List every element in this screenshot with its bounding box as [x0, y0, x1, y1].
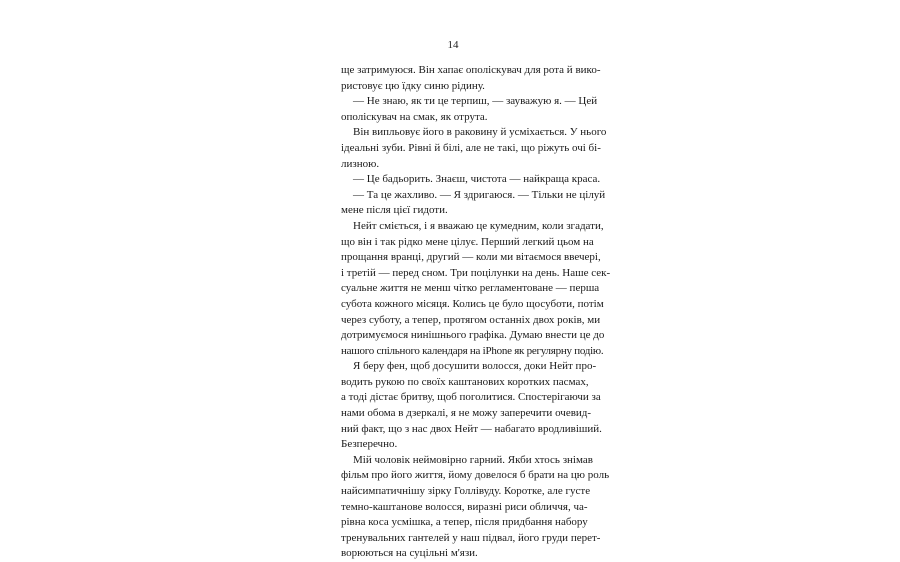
text-line: мене після цієї гидоти. — [341, 204, 448, 217]
text-line: темно-каштанове волосся, виразні риси обличчя, ча- — [341, 500, 588, 513]
text-line: Нейт сміється, і я вважаю це кумедним, коли згадати, — [353, 219, 604, 232]
text-line: Безперечно. — [341, 438, 398, 451]
text-line: а тоді дістає бритву, щоб поголитися. Спостерігаючи за — [341, 391, 601, 404]
text-line: Я беру фен, щоб досушити волосся, доки Нейт про- — [353, 360, 597, 373]
text-line: суальне життя не менш чітко регламентоване — перша — [341, 282, 600, 295]
text-line: найсимпатичнішу зірку Голлівуду. Коротке, але густе — [341, 485, 591, 498]
text-line: ідеальні зуби. Рівні й білі, але не такі, що ріжуть очі бі- — [341, 141, 601, 154]
text-line: нашого спільного календаря на iPhone як регулярну подію. — [341, 344, 604, 357]
text-line: лизною. — [341, 157, 380, 170]
text-line: ний факт, що з нас двох Нейт — набагато вродливіший. — [341, 422, 602, 435]
text-line: ристовує цю їдку синю рідину. — [341, 79, 485, 92]
text-line: через суботу, а тепер, протягом останніх двох років, ми — [341, 313, 601, 326]
text-line: — Та це жахливо. — Я здригаюся. — Тільки не цілуй — [353, 188, 606, 201]
text-line: субота кожного місяця. Колись це було щосуботи, потім — [341, 297, 604, 310]
text-line: фільм про його життя, йому довелося б брати на цю роль — [341, 469, 610, 482]
page-number: 14 — [447, 39, 459, 51]
text-line: — Це бадьорить. Знаєш, чистота — найкраща краса. — [353, 173, 601, 186]
text-line: рівна коса усмішка, а тепер, після придбання набору — [341, 516, 588, 529]
text-line: водить рукою по своїх каштанових коротких пасмах, — [341, 375, 589, 388]
text-line: що він і так рідко мене цілує. Перший легкий цьом на — [341, 235, 594, 248]
body-text — [341, 63, 611, 562]
text-line: прощання вранці, другий — коли ми вітаємося ввечері, — [341, 251, 601, 264]
text-line: — Не знаю, як ти це терпиш, — зауважую я. — Цей — [353, 95, 598, 108]
text-line: дотримуємося нинішнього графіка. Думаю внести це до — [341, 329, 605, 342]
text-line: і третій — перед сном. Три поцілунки на день. Наше сек- — [341, 266, 611, 279]
text-line: Він випльовує його в раковину й усміхається. У нього — [353, 126, 607, 139]
text-line: нами обома в дзеркалі, я не можу заперечити очевид- — [341, 407, 592, 420]
text-line: ворюються на суцільні м'язи. — [341, 547, 478, 560]
text-line: ще затримуюся. Він хапає ополіскувач для рота й вико- — [341, 64, 601, 76]
text-line: ополіскувач на смак, як отрута. — [341, 110, 488, 123]
text-line: Мій чоловік неймовірно гарний. Якби хтось знімав — [353, 453, 593, 466]
text-line: тренувальних гантелей у наш підвал, його груди перет- — [341, 531, 601, 544]
